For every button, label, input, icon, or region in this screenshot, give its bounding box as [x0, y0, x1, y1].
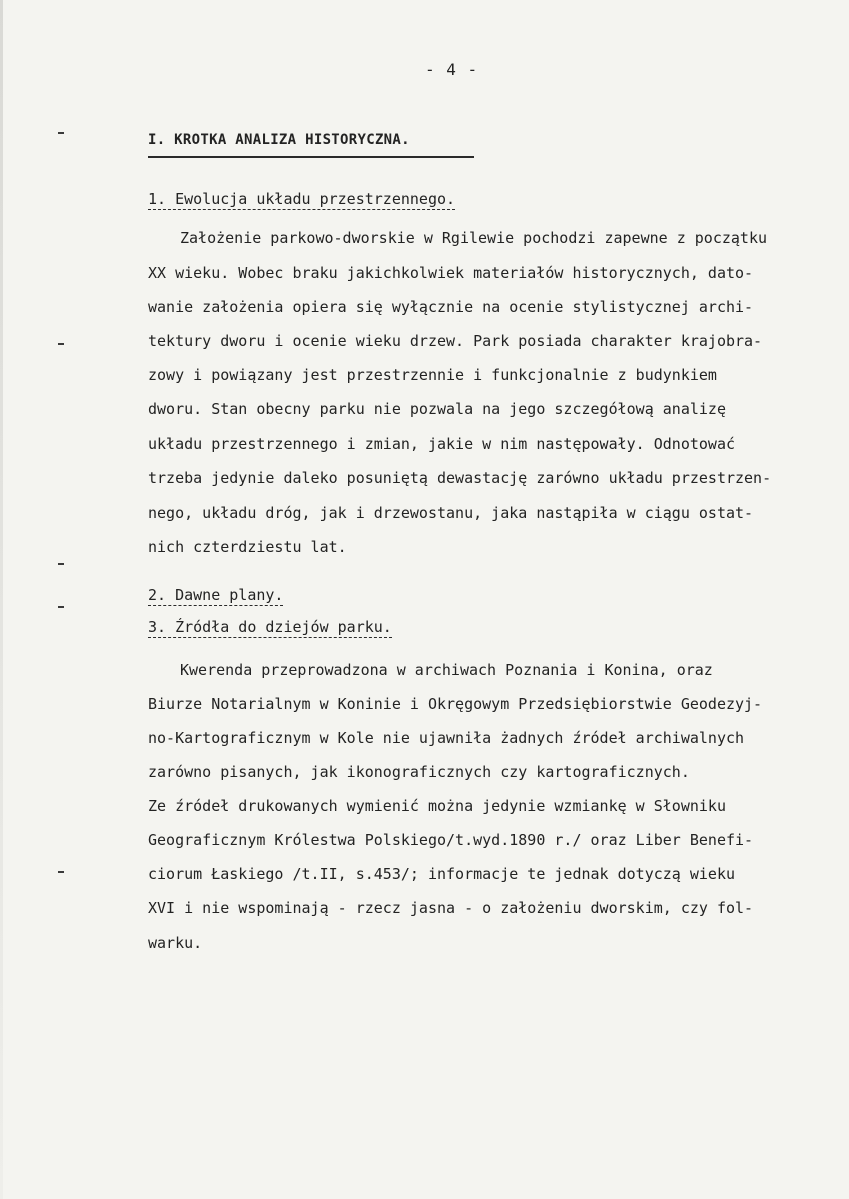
paragraph-line: wanie założenia opiera się wyłącznie na ocenie stylistycznej archi-	[148, 298, 754, 316]
section-title-underline	[148, 156, 474, 158]
page-edge-shadow	[0, 0, 3, 1199]
page-number: - 4 -	[425, 60, 479, 79]
margin-mark	[58, 343, 64, 345]
paragraph-line: układu przestrzennego i zmian, jakie w nim następowały. Odnotować	[148, 435, 735, 453]
margin-mark	[58, 132, 64, 134]
paragraph-line: nego, układu dróg, jak i drzewostanu, jaka nastąpiła w ciągu ostat-	[148, 504, 754, 522]
margin-mark	[58, 563, 64, 565]
paragraph-line: no-Kartograficznym w Kole nie ujawniła żadnych źródeł archiwalnych	[148, 729, 745, 747]
paragraph-line: zowy i powiązany jest przestrzennie i funkcjonalnie z budynkiem	[148, 366, 717, 384]
paragraph-line: XX wieku. Wobec braku jakichkolwiek materiałów historycznych, dato-	[148, 264, 754, 282]
paragraph-line: ciorum Łaskiego /t.II, s.453/; informacje te jednak dotyczą wieku	[148, 865, 735, 883]
paragraph-line: Ze źródeł drukowanych wymienić można jedynie wzmiankę w Słowniku	[148, 797, 726, 815]
paragraph-line: Biurze Notarialnym w Koninie i Okręgowym Przedsiębiorstwie Geodezyj-	[148, 695, 763, 713]
margin-mark	[58, 606, 64, 608]
paragraph-line: zarówno pisanych, jak ikonograficznych czy kartograficznych.	[148, 763, 690, 781]
paragraph-line: trzeba jedynie daleko posuniętą dewastację zarówno układu przestrzen-	[148, 469, 772, 487]
paragraph-line: Kwerenda przeprowadzona w archiwach Poznania i Konina, oraz	[180, 661, 713, 679]
margin-mark	[58, 871, 64, 873]
paragraph-line: Geograficznym Królestwa Polskiego/t.wyd.1890 r./ oraz Liber Benefi-	[148, 831, 754, 849]
paragraph-line: warku.	[148, 934, 203, 952]
subsection-2-title: 2. Dawne plany.	[148, 586, 284, 604]
paragraph-line: nich czterdziestu lat.	[148, 538, 347, 556]
paragraph-line: Założenie parkowo-dworskie w Rgilewie pochodzi zapewne z początku	[180, 229, 767, 247]
paragraph-line: tektury dworu i ocenie wieku drzew. Park posiada charakter krajobra-	[148, 332, 763, 350]
subsection-3-title: 3. Źródła do dziejów parku.	[148, 618, 392, 636]
paragraph-line: XVI i nie wspominają - rzecz jasna - o założeniu dworskim, czy fol-	[148, 899, 754, 917]
section-title: I. KROTKA ANALIZA HISTORYCZNA.	[148, 132, 410, 148]
paragraph-line: dworu. Stan obecny parku nie pozwala na jego szczegółową analizę	[148, 400, 726, 418]
subsection-1-title: 1. Ewolucja układu przestrzennego.	[148, 190, 456, 208]
